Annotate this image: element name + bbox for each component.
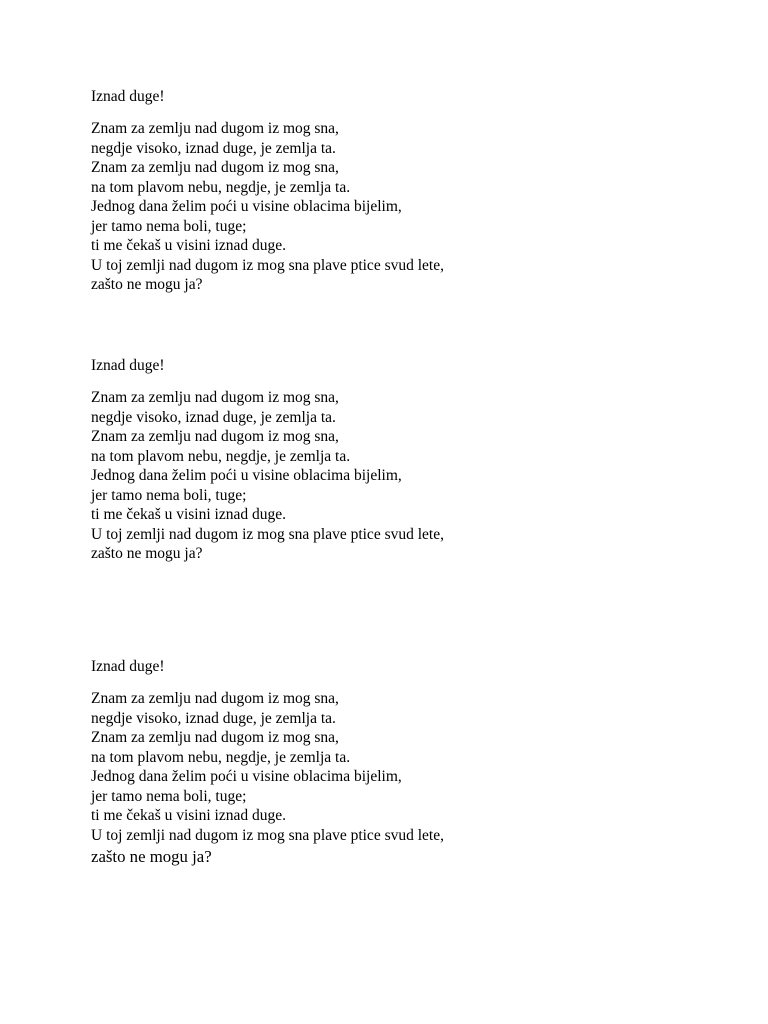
poem-line: U toj zemlji nad dugom iz mog sna plave ptice svud lete,	[91, 256, 444, 274]
poem-stanza	[91, 356, 731, 564]
poem-line: Jednog dana želim poći u visine oblacima bijelim,	[91, 198, 402, 215]
poem-title: Iznad duge!	[91, 658, 165, 675]
poem-line: negdje visoko, iznad duge, je zemlja ta.	[91, 139, 336, 157]
poem-line: jer tamo nema boli, tuge;	[91, 486, 247, 504]
poem-line: ti me čekaš u visini iznad duge.	[91, 807, 286, 824]
poem-line: zašto ne mogu ja?	[91, 847, 212, 866]
poem-line: negdje visoko, iznad duge, je zemlja ta.	[91, 408, 336, 426]
poem-line: na tom plavom nebu, negdje, je zemlja ta.	[91, 178, 351, 196]
poem-line: jer tamo nema boli, tuge;	[91, 787, 247, 805]
poem-line: Znam za zemlju nad dugom iz mog sna,	[91, 428, 339, 445]
poem-line: ti me čekaš u visini iznad duge.	[91, 506, 286, 523]
poem-line: Jednog dana želim poći u visine oblacima bijelim,	[91, 467, 402, 484]
poem-line: na tom plavom nebu, negdje, je zemlja ta.	[91, 748, 351, 766]
poem-stanza	[91, 87, 731, 295]
poem-line: zašto ne mogu ja?	[91, 276, 203, 293]
poem-line: zašto ne mogu ja?	[91, 545, 203, 562]
poem-title: Iznad duge!	[91, 88, 165, 105]
poem-line: Znam za zemlju nad dugom iz mog sna,	[91, 690, 339, 707]
poem-stanza	[91, 657, 731, 869]
poem-line: Znam za zemlju nad dugom iz mog sna,	[91, 729, 339, 746]
poem-title: Iznad duge!	[91, 357, 165, 374]
poem-line: U toj zemlji nad dugom iz mog sna plave ptice svud lete,	[91, 525, 444, 543]
poem-line: negdje visoko, iznad duge, je zemlja ta.	[91, 709, 336, 727]
poem-line: Jednog dana želim poći u visine oblacima bijelim,	[91, 768, 402, 785]
poem-line: jer tamo nema boli, tuge;	[91, 217, 247, 235]
poem-line: na tom plavom nebu, negdje, je zemlja ta.	[91, 447, 351, 465]
poem-line: Znam za zemlju nad dugom iz mog sna,	[91, 159, 339, 176]
poem-line: Znam za zemlju nad dugom iz mog sna,	[91, 389, 339, 406]
poem-line: U toj zemlji nad dugom iz mog sna plave ptice svud lete,	[91, 826, 444, 844]
poem-line: Znam za zemlju nad dugom iz mog sna,	[91, 120, 339, 137]
poem-line: ti me čekaš u visini iznad duge.	[91, 237, 286, 254]
